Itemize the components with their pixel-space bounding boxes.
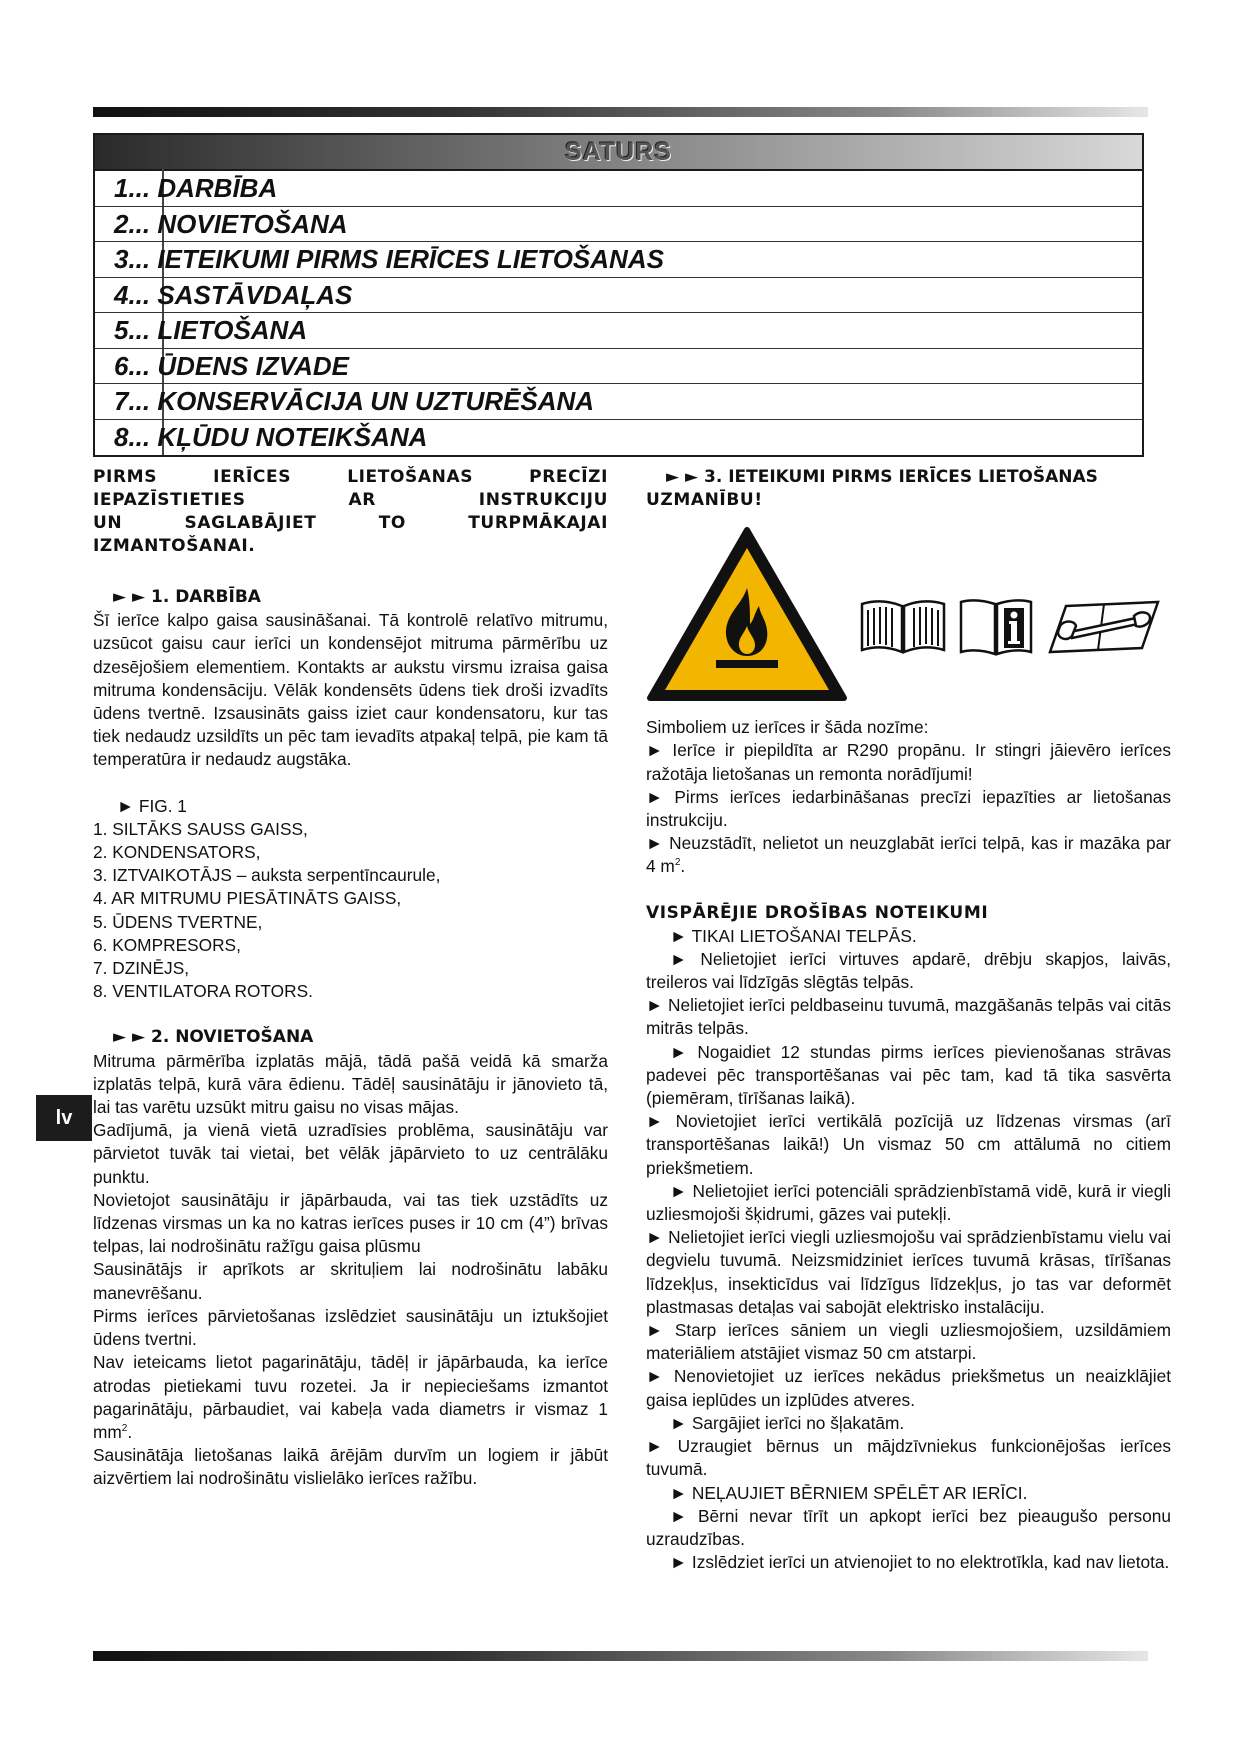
cable-text: Nav ieteicams lietot pagarinātāju, tādēļ ir jāpārbauda, ka ierīce atrodas pietiekami tuvu rozetei. Ja ir nepieciešams izmantot pagarinātāju, pārbaudiet, vai kabeļa vada diametrs ir vismaz 1 mm: [93, 1352, 608, 1442]
fig-legend-item: 2. KONDENSATORS,: [93, 842, 261, 863]
fig-legend-item: 6. KOMPRESORS,: [93, 934, 241, 955]
section-2-paragraph: Gadījumā, ja vienā vietā uzradīsies problēma, sausinātāju var pārvietot tuvāk tai vietai, bet vēlāk jāpārvieto to uz centrālāku punktu.: [93, 1120, 608, 1187]
fig-legend-item: 8. VENTILATORA ROTORS.: [93, 981, 313, 1002]
section-2-paragraph: Pirms ierīces pārvietošanas izslēdziet sausinātāju un iztukšojiet ūdens tvertni.: [93, 1305, 608, 1350]
service-manual-icon: [1046, 596, 1166, 656]
safety-rule: ► Novietojiet ierīci vertikālā pozīcijā uz līdzenas virsmas (arī transportēšanas laikā!) Un vismaz 50 cm attālumā no citiem priekšmetiem.: [646, 1111, 1171, 1178]
right-column: [646, 466, 1171, 1574]
read-manual-icon: [858, 596, 948, 656]
safety-rules: [646, 925, 1171, 1575]
caution-label: UZMANĪBU!: [646, 490, 763, 511]
intro-line: IZMANTOŠANAI.: [93, 536, 256, 556]
safety-rule: ► TIKAI LIETOŠANAI TELPĀS.: [670, 925, 917, 946]
cable-sup: 2: [121, 1423, 128, 1435]
toc-title: SATURS: [95, 135, 1142, 171]
fig-label: ► FIG. 1: [117, 795, 187, 816]
section-1-heading: ► ► 1. DARBĪBA: [113, 587, 261, 607]
toc-item: 4... SASTĀVDAĻAS: [95, 278, 1142, 314]
info-manual-icon: [958, 596, 1034, 658]
safety-rule: ► Bērni nevar tīrīt un apkopt ierīci bez pieaugušo personu uzraudzības.: [646, 1505, 1171, 1549]
safety-rule: ► Nenovietojiet uz ierīces nekādus priekšmetus un neaizklājiet gaisa ieplūdes un izplūdes atveres.: [646, 1366, 1171, 1410]
left-column: [93, 466, 608, 1491]
fig-legend-item: 4. AR MITRUMU PIESĀTINĀTS GAISS,: [93, 888, 402, 909]
toc-item: 3... IETEIKUMI PIRMS IERĪCES LIETOŠANAS: [95, 242, 1142, 278]
symbols-intro: Simboliem uz ierīces ir šāda nozīme:: [646, 717, 929, 738]
safety-rule: ► Starp ierīces sāniem un viegli uzliesmojošiem, uzsildāmiem materiāliem atstājiet vismaz 50 cm atstarpi.: [646, 1320, 1171, 1364]
language-tab: lv: [36, 1095, 92, 1141]
symbol-description: ► Pirms ierīces iedarbināšanas precīzi iepazīties ar lietošanas instrukciju.: [646, 786, 1171, 831]
safety-rule: ► Sargājiet ierīci no šļakatām.: [670, 1412, 905, 1433]
intro-line: IEPAZĪSTIETIES AR INSTRUKCIJU: [93, 490, 608, 510]
cable-end: .: [127, 1421, 133, 1442]
section-3-heading: ► ► 3. IETEIKUMI PIRMS IERĪCES LIETOŠANAS: [666, 467, 1098, 487]
safety-rule: ► Nogaidiet 12 stundas pirms ierīces pievienošanas strāvas padevei pēc transportēšanas vai pēc tam, kad tā tika sasvērta (piemēram, tīrīšanas laikā).: [646, 1041, 1171, 1109]
intro-line: PIRMS IERĪCES LIETOŠANAS PRECĪZI: [93, 467, 608, 487]
safety-rule: ► NEĻAUJIET BĒRNIEM SPĒLĒT AR IERĪCI.: [670, 1482, 1028, 1503]
safety-rule: ► Nelietojiet ierīci peldbaseinu tuvumā, mazgāšanās telpās vai citās mitrās telpās.: [646, 995, 1171, 1039]
symbol-icons: [646, 526, 1171, 706]
toc-item: 5... LIETOŠANA: [95, 313, 1142, 349]
fig-legend: [93, 818, 608, 1004]
fig-legend-item: 3. IZTVAIKOTĀJS – auksta serpentīncaurule,: [93, 865, 441, 886]
area-text: ► Neuzstādīt, nelietot un neuzglabāt ierīci telpā, kas ir mazāka par 4 m: [646, 833, 1171, 877]
symbol-area-description: [646, 832, 1171, 878]
toc-item: 8... KĻŪDU NOTEIKŠANA: [114, 421, 428, 452]
symbol-description: ► Ierīce ir piepildīta ar R290 propānu. Ir stingri jāievēro ierīces ražotāja lietošanas un remonta norādījumi!: [646, 740, 1171, 784]
safety-rule: ► Nelietojiet ierīci viegli uzliesmojošu vai sprādzienbīstamu vielu vai degvielu tuvumā. Neizsmidziniet ierīces tuvumā krāsas, tīrīšanas līdzekļus, insekticīdus vai līdzīgus līdzekļus, jo tas var deformēt plastmasas detaļas vai sabojāt elektrisko instalāciju.: [646, 1227, 1171, 1317]
section-2-paragraph: Sausinātājs ir aprīkots ar skrituļiem lai nodrošinātu labāku manevrēšanu.: [93, 1259, 608, 1303]
section-1-text: Šī ierīce kalpo gaisa sausināšanai. Tā kontrolē relatīvo mitrumu, uzsūcot gaisu caur ierīci un kondensējot mitruma pārmērību uz dzesējošiem elementiem. Kontakts ar aukstu virsmu izraisa gaisa mitruma kondensāciju. Vēlāk kondensēts ūdens tiek droši izvadīts ūdens tvertnē. Izsausināts gaiss iziet caur kondensatoru, kur tas tiek nedaudz uzsildīts un pēc tam ievadīts atpakaļ telpā, pie kam tā temperatūra ir nedaudz augstāka.: [93, 610, 608, 770]
area-sup: 2: [674, 857, 681, 869]
section-2-cable-paragraph: [93, 1351, 608, 1444]
safety-rule: ► Uzraugiet bērnus un mājdzīvniekus funkcionējošas ierīces tuvumā.: [646, 1436, 1171, 1480]
toc-item: 7... KONSERVĀCIJA UN UZTURĒŠANA: [95, 384, 1142, 420]
section-2-heading: ► ► 2. NOVIETOŠANA: [113, 1027, 314, 1048]
fig-legend-item: 1. SILTĀKS SAUSS GAISS,: [93, 818, 308, 839]
table-of-contents: [93, 133, 1144, 457]
area-end: .: [680, 856, 686, 877]
section-2-paragraph: Novietojot sausinātāju ir jāpārbauda, vai tas tiek uzstādīts uz līdzenas virsmas un ka no katras ierīces puses ir 10 cm (4”) brīvas telpas, lai nodrošinātu ražīgu gaisa plūsmu: [93, 1189, 608, 1257]
toc-item: 6... ŪDENS IZVADE: [95, 349, 1142, 385]
bottom-divider: [93, 1651, 1148, 1661]
fig-legend-item: 5. ŪDENS TVERTNE,: [93, 911, 263, 932]
section-2-paragraph: Sausinātāja lietošanas laikā ārējām durvīm un logiem ir jābūt aizvērtiem lai nodrošinātu vislielāko ierīces ražību.: [93, 1445, 608, 1489]
safety-heading: VISPĀRĒJIE DROŠĪBAS NOTEIKUMI: [646, 902, 989, 923]
toc-item: 1... DARBĪBA: [95, 171, 1142, 207]
safety-rule: ► Izslēdziet ierīci un atvienojiet to no elektrotīkla, kad nav lietota.: [670, 1552, 1170, 1573]
intro-line: UN SAGLABĀJIET TO TURPMĀKAJAI: [93, 513, 608, 533]
top-divider: [93, 107, 1148, 117]
safety-rule: ► Nelietojiet ierīci potenciāli sprādzienbīstamā vidē, kurā ir viegli uzliesmojoši šķidrumi, gāzes vai putekļi.: [646, 1180, 1171, 1225]
section-2-paragraph: Mitruma pārmērība izplatās mājā, tādā pašā veidā kā smarža izplatās telpā, kurā vāra ēdienu. Tādēļ sausinātāju ir jānovieto tā, lai tas varētu uzsūkt mitru gaisu no visas mājas.: [93, 1050, 608, 1118]
flammable-warning-icon: [646, 526, 848, 704]
fig-legend-item: 7. DZINĒJS,: [93, 958, 190, 979]
toc-item: 2... NOVIETOŠANA: [95, 207, 1142, 243]
safety-rule: ► Nelietojiet ierīci virtuves apdarē, drēbju skapjos, laivās, treileros vai līdzīgās slēgtās telpās.: [646, 948, 1171, 993]
